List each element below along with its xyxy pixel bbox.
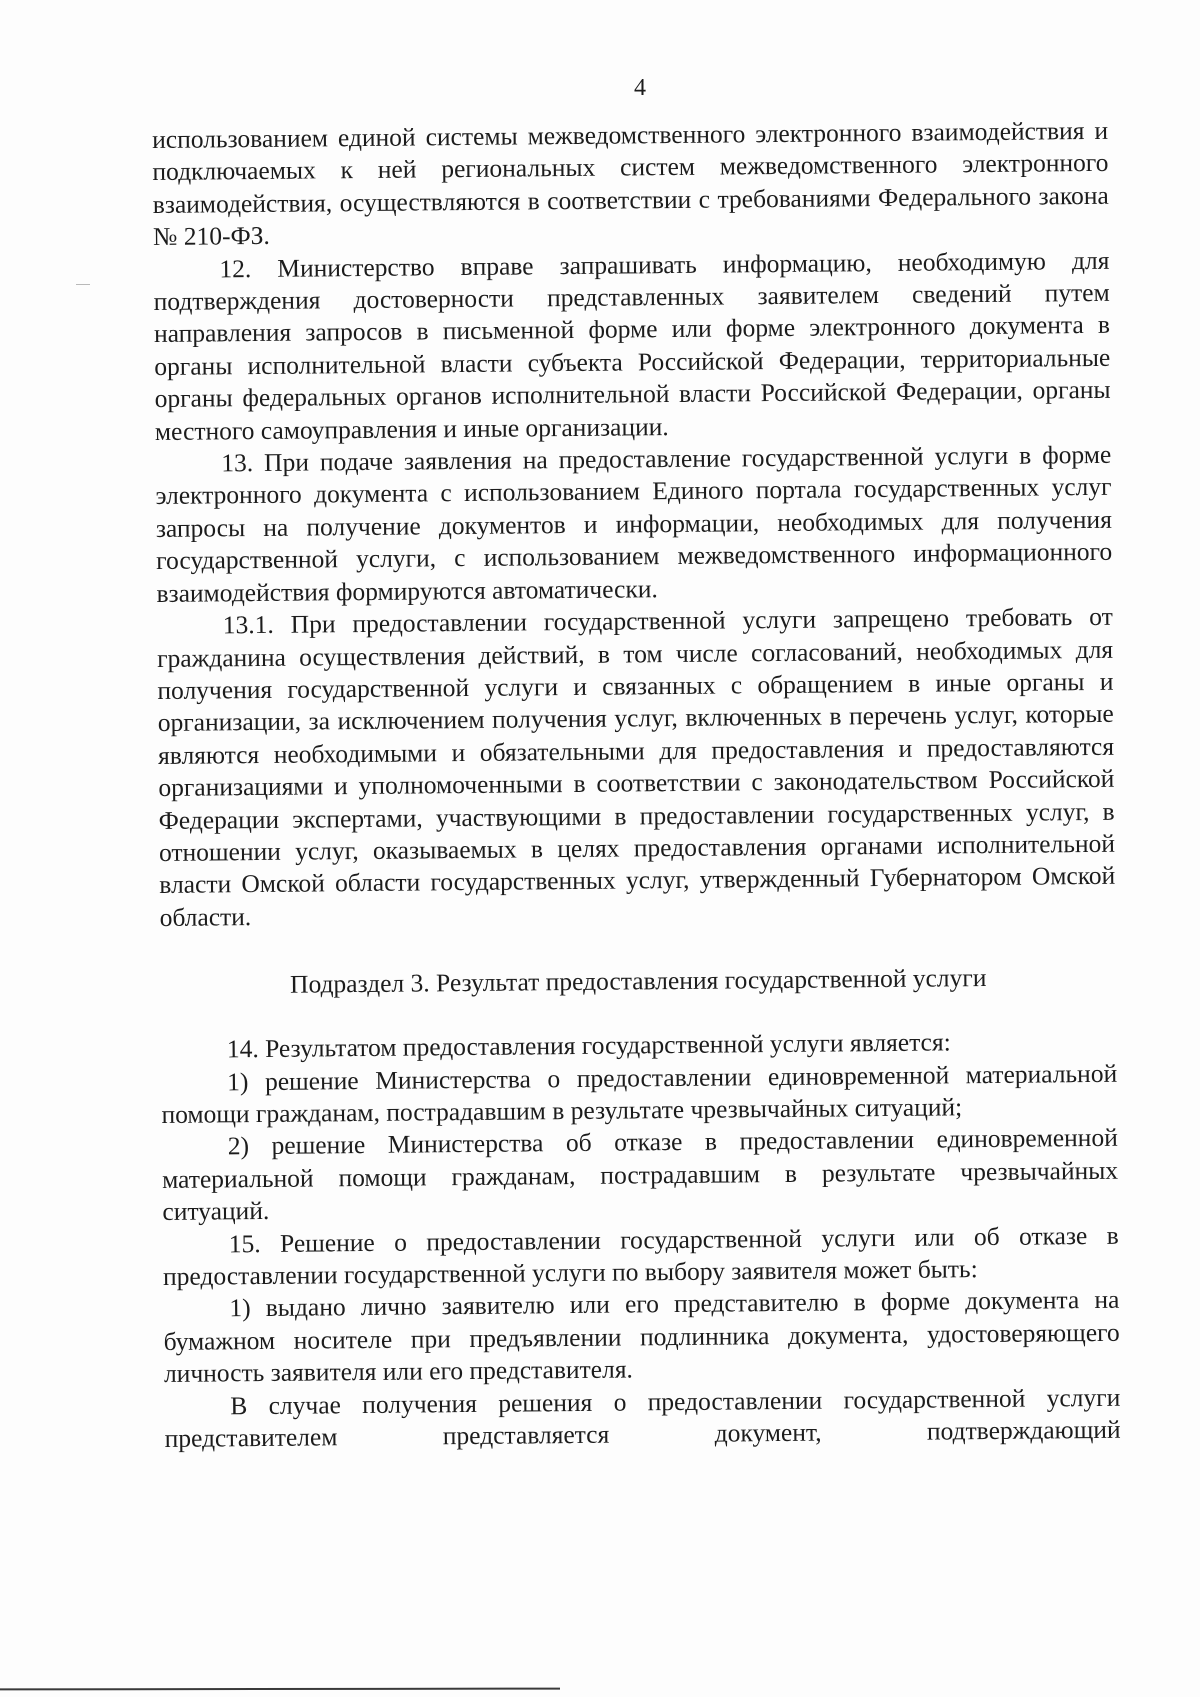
- paragraph-15: 15. Решение о предоставлении государственной услуги или об отказе в предоставлении государственной услуги по выбору заявителя может быть:: [162, 1220, 1119, 1291]
- margin-scan-mark: [76, 284, 90, 285]
- paragraph-13-1: 13.1. При предоставлении государственной услуги запрещено требовать от гражданина осуществления действий, в том числе согласований, необходимых для получения государственной услуги и связанных с обращением в иные органы и организации, за исключением получения услуг, включенных в перечень услуг, которые являются необходимыми и обязательными для предоставления и предоставляются организациями и уполномоченными в соответствии с законодательством Российской Федерации экспертами, участвующими в предоставлении государственных услуг, в отношении услуг, оказываемых в целях предоставления органами исполнительной власти Омской области государственных услуг, утвержденный Губернатором Омской области.: [156, 601, 1116, 932]
- subsection-heading: Подраздел 3. Результат предоставления государственной услуги: [289, 963, 987, 999]
- document-body: [152, 115, 1121, 1456]
- paragraph-15-item-1: 1) выдано лично заявителю или его представителю в форме документа на бумажном носителе при предъявлении подлинника документа, удостоверяющего личность заявителя или его представителя.: [163, 1285, 1120, 1389]
- paragraph-12: 12. Министерство вправе запрашивать информацию, необходимую для подтверждения достоверности представленных заявителем сведений путем направления запросов в письменной форме или форме электронного документа в органы исполнительной власти субъекта Российской Федерации, территориальные органы федеральных органов исполнительной власти Российской Федерации, органы местного самоуправления и иные организации.: [153, 245, 1111, 446]
- paragraph-14-item-1: 1) решение Министерства о предоставлении единовременной материальной помощи гражданам, пострадавшим в результате чрезвычайных ситуаций;: [161, 1058, 1118, 1129]
- footer-rule: [0, 1688, 560, 1691]
- paragraph-representative: В случае получения решения о предоставлении государственной услуги представителем представляется документ, подтверждающий: [164, 1382, 1121, 1453]
- paragraph-13: 13. При подаче заявления на предоставление государственной услуги в форме электронного документа с использованием Единого портала государственных услуг запросы на получение документов и информации, необходимых для получения государственной услуги, с использованием межведомственного информационного взаимодействия формируются автоматически.: [155, 439, 1113, 608]
- page-number: 4: [634, 75, 646, 101]
- paragraph-14: 14. Результатом предоставления государственной услуги является:: [226, 1027, 951, 1064]
- paragraph-interaction-continuation: использованием единой системы межведомственного электронного взаимодействия и подключаемых к ней региональных систем межведомственного электронного взаимодействия, осуществляются в соответствии с требованиями Федерального закона № 210-ФЗ.: [152, 115, 1109, 252]
- paragraph-14-item-2: 2) решение Министерства об отказе в предоставлении единовременной материальной помощи гражданам, пострадавшим в результате чрезвычайных ситуаций.: [161, 1123, 1119, 1227]
